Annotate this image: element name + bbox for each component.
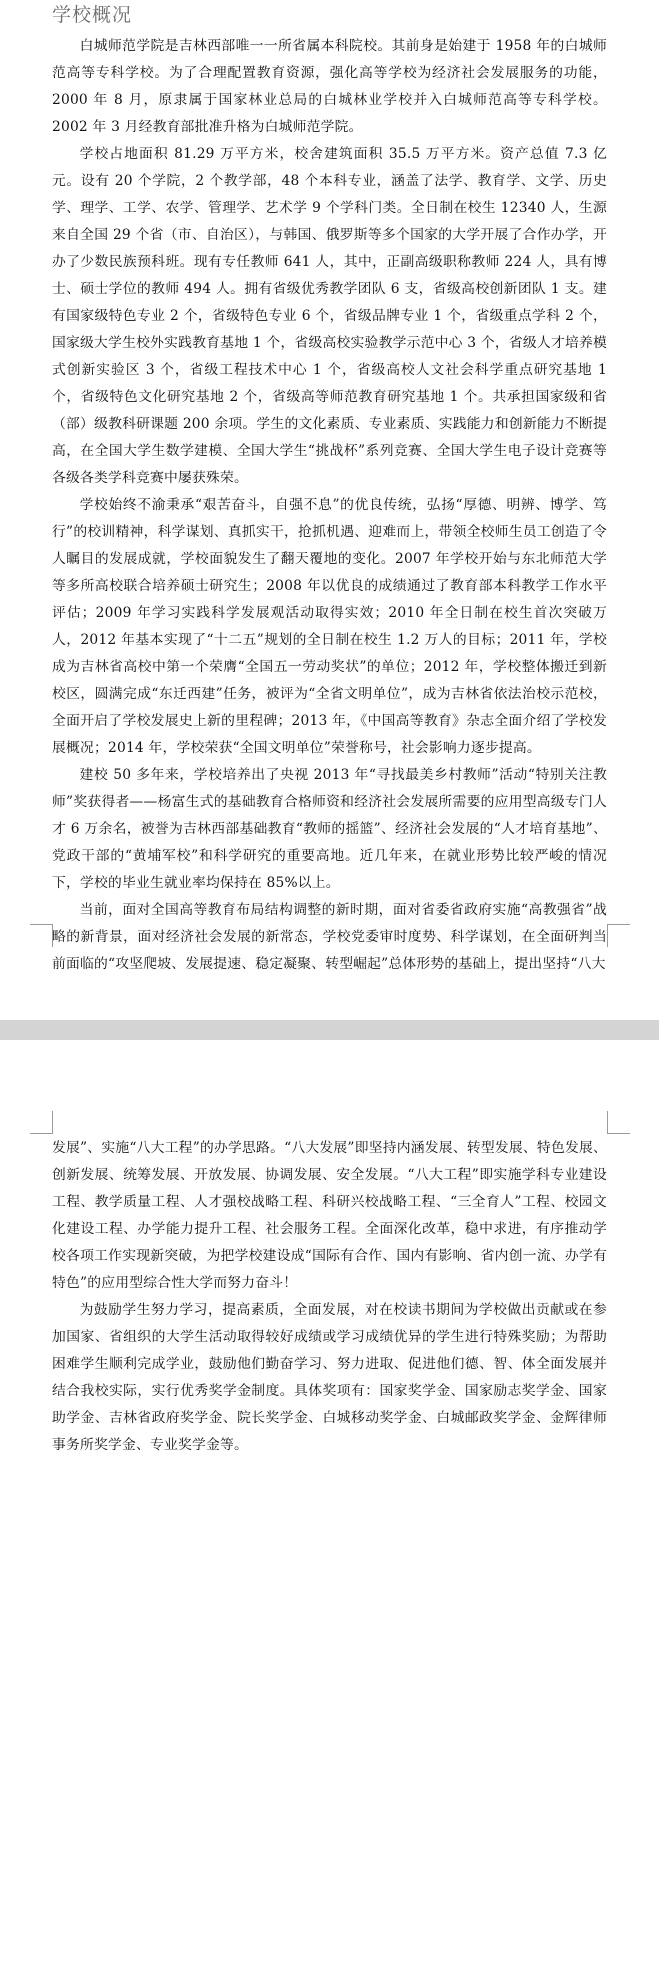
document-page-2 — [0, 1040, 659, 1965]
paragraph-strategy-continued: 发展”、实施“八大工程”的办学思路。“八大发展”即坚持内涵发展、转型发展、特色发展、创新发展、统筹发展、开放发展、协调发展、安全发展。“八大工程”即实施学科专业建设工程、教学质量工程、人才强校战略工程、科研兴校战略工程、“三全育人”工程、校园文化建设工程、办学能力提升工程、社会服务工程。全面深化改革，稳中求进，有序推动学校各项工作实现新突破，为把学校建设成“国际有合作、国内有影响、省内创一流、办学有特色”的应用型综合性大学而努力奋斗！ — [52, 1140, 607, 1291]
page-separator — [0, 1020, 659, 1040]
paragraph-tradition: 学校始终不渝秉承“艰苦奋斗，自强不息”的优良传统，弘扬“厚德、明辨、博学、笃行”的校训精神，科学谋划、真抓实干，抢抓机遇、迎难而上，带领全校师生员工创造了令人瞩目的发展成就，学校面貌发生了翻天覆地的变化。2007 年学校开始与东北师范大学等多所高校联合培养硕士研究生；2008 年以优良的成绩通过了教育部本科教学工作水平评估；2009 年学习实践科学发展观活动取得实效；2010 年全日制在校生首次突破万人，2012 年基本实现了“十二五”规划的全日制在校生 1.2 万人的目标；2011 年，学校成为吉林省高校中第一个荣膺“全国五一劳动奖状”的单位；2012 年，学校整体搬迁到新校区，圆满完成“东迁西建”任务，被评为“全省文明单位”，成为吉林省依法治校示范校，全面开启了学校发展史上新的里程碑；2013 年，《中国高等教育》杂志全面介绍了学校发展概况；2014 年，学校荣获“全国文明单位”荣誉称号，社会影响力逐步提高。 — [52, 497, 607, 756]
page-corner-marker — [607, 924, 630, 947]
paragraph-history: 白城师范学院是吉林西部唯一一所省属本科院校。其前身是始建于 1958 年的白城师范高等专科学校。为了合理配置教育资源，强化高等学校为经济社会发展服务的功能，2000 年 8 月，原隶属于国家林业总局的白城林业学校并入白城师范高等专科学校。2002 年 3 月经教育部批准升格为白城师范学院。 — [52, 38, 607, 135]
page-1-content — [52, 0, 607, 978]
paragraph-achievements: 建校 50 多年来，学校培养出了央视 2013 年“寻找最美乡村教师”活动“特别关注教师”奖获得者——杨富生式的基础教育合格师资和经济社会发展所需要的应用型高级专门人才 6 万余名，被誉为吉林西部基础教育“教师的摇篮”、经济社会发展的“人才培育基地”、党政干部的“黄埔军校”和科学研究的重要高地。近几年来，在就业形势比较严峻的情况下，学校的毕业生就业率均保持在 85%以上。 — [52, 767, 607, 891]
page-corner-marker — [607, 1111, 630, 1134]
document-title: 学校概况 — [52, 4, 133, 26]
page-corner-marker — [30, 1111, 53, 1134]
page-corner-marker — [30, 924, 53, 947]
paragraph-campus-facts: 学校占地面积 81.29 万平方米，校舍建筑面积 35.5 万平方米。资产总值 7.3 亿元。设有 20 个学院，2 个教学部，48 个本科专业，涵盖了法学、教育学、文学、历史学、理学、工学、农学、管理学、艺术学 9 个学科门类。全日制在校生 12340 人，生源来自全国 29 个省（市、自治区），与韩国、俄罗斯等多个国家的大学开展了合作办学，开办了少数民族预科班。现有专任教师 641 人，其中，正副高级职称教师 224 人，具有博士、硕士学位的教师 494 人。拥有省级优秀教学团队 6 支，省级高校创新团队 1 支。建有国家级特色专业 2 个，省级特色专业 6 个，省级品牌专业 1 个，省级重点学科 2 个，国家级大学生校外实践教育基地 1 个，省级高校实验教学示范中心 3 个，省级人才培养模式创新实验区 3 个，省级工程技术中心 1 个，省级高校人文社会科学重点研究基地 1 个，省级特色文化研究基地 2 个，省级高等师范教育研究基地 1 个。共承担国家级和省（部）级教科研课题 200 余项。学生的文化素质、专业素质、实践能力和创新能力不断提高，在全国大学生数学建模、全国大学生“挑战杯”系列竞赛、全国大学生电子设计竞赛等各级各类学科竞赛中屡获殊荣。 — [52, 146, 607, 486]
paragraph-strategy-start: 当前，面对全国高等教育布局结构调整的新时期，面对省委省政府实施“高教强省”战略的新背景，面对经济社会发展的新常态，学校党委审时度势、科学谋划，在全面研判当前面临的“攻坚爬坡、发展提速、稳定凝聚、转型崛起”总体形势的基础上，提出坚持“八大 — [52, 902, 607, 972]
page-2-content — [52, 1135, 607, 1459]
paragraph-scholarships: 为鼓励学生努力学习，提高素质，全面发展，对在校读书期间为学校做出贡献或在参加国家、省组织的大学生活动取得较好成绩或学习成绩优异的学生进行特殊奖励；为帮助困难学生顺利完成学业，鼓励他们勤奋学习、努力进取、促进他们德、智、体全面发展并结合我校实际，实行优秀奖学金制度。具体奖项有：国家奖学金、国家励志奖学金、国家助学金、吉林省政府奖学金、院长奖学金、白城移动奖学金、白城邮政奖学金、金辉律师事务所奖学金、专业奖学金等。 — [52, 1302, 607, 1453]
